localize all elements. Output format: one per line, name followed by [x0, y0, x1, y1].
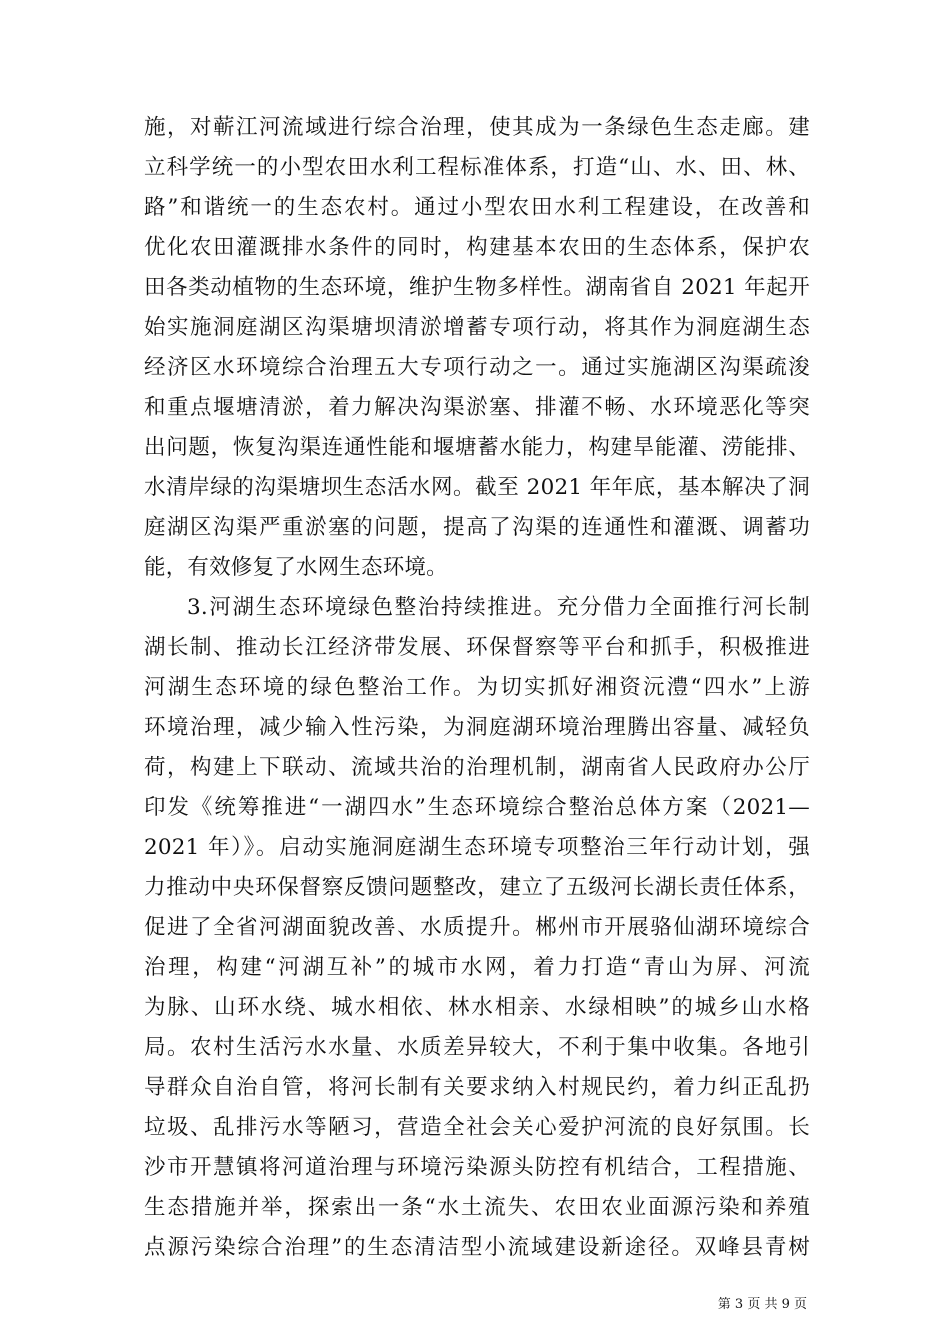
- text-line: 水清岸绿的沟渠塘坝生态活水网。截至 2021 年年底，基本解决了洞: [144, 475, 810, 500]
- text-line: 经济区水环境综合治理五大专项行动之一。通过实施湖区沟渠疏浚: [144, 355, 810, 380]
- text-line: 路”和谐统一的生态农村。通过小型农田水利工程建设，在改善和: [144, 195, 810, 220]
- text-line: 和重点堰塘清淤，着力解决沟渠淤塞、排灌不畅、水环境恶化等突: [144, 395, 810, 420]
- text-line: 2021 年）》。启动实施洞庭湖生态环境专项整治三年行动计划，强: [144, 835, 810, 860]
- text-line: 出问题，恢复沟渠连通性能和堰塘蓄水能力，构建旱能灌、涝能排、: [144, 435, 810, 460]
- text-line: 印发《统筹推进“一湖四水”生态环境综合整治总体方案（2021—: [144, 795, 810, 820]
- text-line: 局。农村生活污水水量、水质差异较大，不利于集中收集。各地引: [144, 1035, 810, 1060]
- text-line: 治理，构建“河湖互补”的城市水网，着力打造“青山为屏、河流: [144, 955, 810, 980]
- text-line: 导群众自治自管，将河长制有关要求纳入村规民约，着力纠正乱扔: [144, 1075, 810, 1100]
- text-line: 河湖生态环境的绿色整治工作。为切实抓好湘资沅澧“四水”上游: [144, 675, 810, 700]
- text-line: 生态措施并举，探索出一条“水土流失、农田农业面源污染和养殖: [144, 1195, 810, 1220]
- text-line: 垃圾、乱排污水等陋习，营造全社会关心爱护河流的良好氛围。长: [144, 1115, 810, 1140]
- body-text: [144, 108, 810, 1268]
- text-line: 始实施洞庭湖区沟渠塘坝清淤增蓄专项行动，将其作为洞庭湖生态: [144, 315, 810, 340]
- page-number: 第 3 页 共 9 页: [717, 1297, 807, 1312]
- text-line: 点源污染综合治理”的生态清洁型小流域建设新途径。双峰县青树: [144, 1235, 810, 1260]
- text-line: 庭湖区沟渠严重淤塞的问题，提高了沟渠的连通性和灌溉、调蓄功: [144, 515, 810, 540]
- text-line: 力推动中央环保督察反馈问题整改，建立了五级河长湖长责任体系，: [144, 875, 810, 900]
- text-line: 环境治理，减少输入性污染，为洞庭湖环境治理腾出容量、减轻负: [144, 715, 810, 740]
- section-heading-line: 3.河湖生态环境绿色整治持续推进。充分借力全面推行河长制: [187, 595, 810, 620]
- text-line: 立科学统一的小型农田水利工程标准体系，打造“山、水、田、林、: [144, 155, 810, 180]
- text-line: 沙市开慧镇将河道治理与环境污染源头防控有机结合，工程措施、: [144, 1155, 810, 1180]
- text-line: 湖长制、推动长江经济带发展、环保督察等平台和抓手，积极推进: [144, 635, 810, 660]
- text-line: 施，对蕲江河流域进行综合治理，使其成为一条绿色生态走廊。建: [144, 115, 810, 140]
- text-line: 优化农田灌溉排水条件的同时，构建基本农田的生态体系，保护农: [144, 235, 810, 260]
- paragraph-end-line: 能，有效修复了水网生态环境。: [144, 555, 448, 580]
- text-line: 田各类动植物的生态环境，维护生物多样性。湖南省自 2021 年起开: [144, 275, 810, 300]
- text-line: 荷，构建上下联动、流域共治的治理机制，湖南省人民政府办公厅: [144, 755, 810, 780]
- text-line: 为脉、山环水绕、城水相依、林水相亲、水绿相映”的城乡山水格: [144, 995, 810, 1020]
- text-line: 促进了全省河湖面貌改善、水质提升。郴州市开展骆仙湖环境综合: [144, 915, 810, 940]
